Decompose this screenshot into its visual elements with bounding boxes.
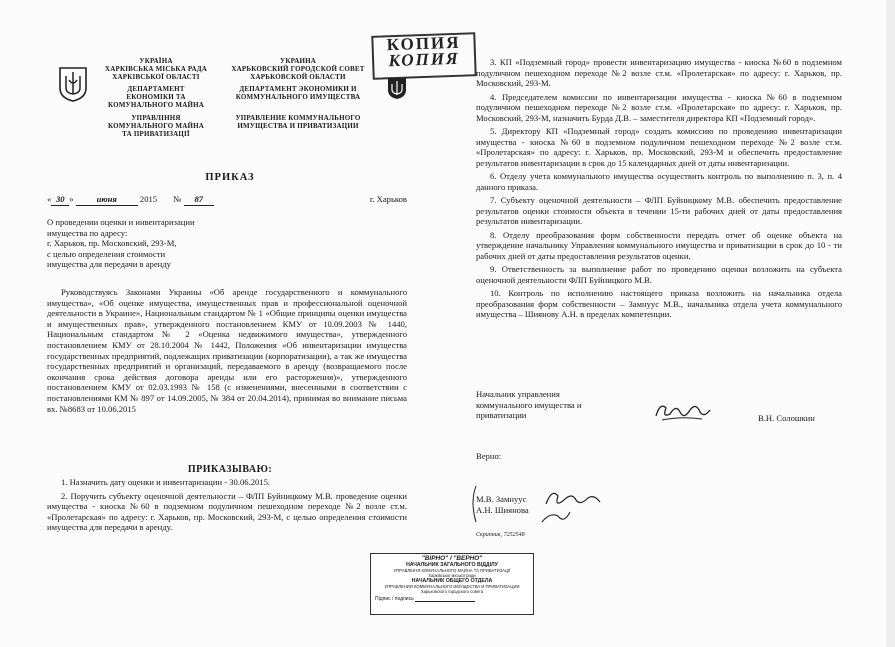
order-item: 10. Контроль по исполнению настоящего приказа возложить на начальника отдела преобразования форм собственности – Замнуус М.В., начальника отдела учета коммунального имущества – Шиянову А.Н. в пределах компетенции.: [476, 288, 842, 319]
order-items-left: [47, 477, 407, 533]
coat-of-arms-icon: [58, 66, 88, 102]
order-item: 6. Отделу учета коммунального имущества осуществить контроль по выполнению п. 3, п. 4 данного приказа.: [476, 171, 842, 192]
order-city: г. Харьков: [369, 194, 407, 204]
approver-signatures-icon: [462, 482, 612, 532]
order-number: 87: [184, 194, 214, 206]
order-item: 1. Назначить дату оценки и инвентаризации - 30.06.2015.: [61, 477, 271, 487]
order-item: 4. Председателем комиссии по инвентаризации имущества - киоска №60 в подземном подуличном пешеходном переходе №2 возле ст.м. «Пролетарская» по адресу: г. Харьков, пр. Московский, 293-М, назначить Бурда Д.В. – заместителя директора КП «Подземный город».: [476, 91, 842, 123]
signature-icon: [652, 398, 712, 424]
footer-small: Скрипник, 7252548: [476, 532, 525, 538]
copy-stamp: КОПИЯ КОПИЯ: [371, 32, 476, 80]
order-date-line: « 30 » июня 2015 № 87 г. Харьков: [47, 194, 407, 204]
order-preamble: Руководствуясь Законами Украины «Об аренде государственного и коммунального имущества», «Об оценке имущества, имущественных прав и профессиональной оценочной деятельности в Украине», Национальным стандартом № 1 «Общие принципы оценки имущества и имущественных прав», утвержденного постановлением КМУ от 10.09.2003 № 1440, Национальным стандартом № 2 «Оценка недвижимого имущества», утвержденного постановлением КМУ от 28.10.2004 № 1442, Положения «Об инвентаризации имущества государственных предприятий, подлежащих приватизации (корпоратизации), а так же имущества государственных предприятий и организаций, передаваемого в аренду (возвращаемого после окончания срока действия договора аренды или его расторжения)», утвержденного постановлением КМУ от 02.03.1993 № 158 (с изменениями, внесенными в соответствии с постановлениями КМ № 897 от 14.09.2005, № 384 от 20.04.2014), принимая во внимание письма вх. №8683 от 10.06.2015: [47, 287, 407, 414]
order-item: 7. Субъекту оценочной деятельности – ФЛП Буйницкому М.В. обеспечить предоставление результатов оценки стоимости объекта в течении 15-ти рабочих дней от даты предоставления результатов инвентаризации.: [476, 195, 842, 226]
order-title: ПРИКАЗ: [205, 172, 255, 183]
order-day: 30: [51, 194, 69, 206]
signer-title: Начальник управления коммунального имущества и приватизации: [476, 389, 582, 420]
order-item: 2. Поручить субъекту оценочной деятельности – ФЛП Буйницкому М.В. проведение оценки имущества - киоска №60 в подземном подуличном пешеходном переходе №2 возле ст.м. «Пролетарская» по адресу: г. Харьков, пр. Московский, 293-М, с целью определения стоимости имущества для передачи в аренду.: [47, 490, 407, 533]
order-item: 5. Директору КП «Подземный город» создать комиссию по проведению инвентаризации имущества - киоска №60 в подземном подуличном пешеходном переходе №2 возле ст.м. «Пролетарская» по адресу: г. Харьков, пр. Московский, 293-М и обеспечить предоставление результатов инвентаризации в срок до 15 календарных дней от даты инвентаризации.: [476, 126, 842, 168]
order-word: ПРИКАЗЫВАЮ:: [187, 464, 273, 475]
emblem-icon: [386, 76, 408, 100]
approvers: М.В. Замнуус А.Н. Шиянова: [476, 494, 529, 515]
order-month: июня: [76, 194, 138, 206]
order-subject: О проведении оценки и инвентаризации имущества по адресу: г. Харьков, пр. Московский, 293-М, с целью определения стоимости имущества для передачи в аренду: [47, 217, 195, 269]
order-item: 3. КП «Подземный город» провести инвентаризацию имущества - киоска №60 в подземном подуличном пешеходном переходе №2 возле ст.м. «Пролетарская» по адресу: г. Харьков, пр. Московский, 293-М.: [476, 57, 842, 88]
scan-edge: [886, 0, 895, 647]
verno-stamp: "ВІРНО" / "ВЕРНО" НАЧАЛЬНИК ЗАГАЛЬНОГО ВІДДІЛУ УПРАВЛІННЯ КОМУНАЛЬНОГО МАЙНА ТА ПРИВАТИЗАЦІЇ Харківської міської ради НАЧАЛЬНИК ОБЩЕГО ОТДЕЛА УПРАВЛЕНИЯ КОММУНАЛЬНОГО ИМУЩЕСТВА И ПРИВАТИЗАЦИИ Харьковского городского совета Підпис / подпись: [370, 553, 534, 615]
order-items-right: [476, 57, 842, 320]
order-item: 9. Ответственность за выполнение работ по проведению оценки возложить на субъекта оценочной деятельности ФЛП Буйницкого М.В.: [476, 264, 842, 285]
header-ukrainian: УКРАЇНА ХАРКІВСЬКА МІСЬКА РАДА ХАРКІВСЬКОЇ ОБЛАСТІ ДЕПАРТАМЕНТ ЕКОНОМІКИ ТА КОМУНАЛЬНОГО МАЙНА УПРАВЛІННЯ КОМУНАЛЬНОГО МАЙНА ТА ПРИВАТИЗАЦІЇ: [104, 57, 208, 138]
order-item: 8. Отделу преобразования форм собственности передать отчет об оценке объекта на утверждение начальнику Управления коммунального имущества и приватизации в срок до 10 - ти рабочих дней от даты предоставления результатов оценки.: [476, 229, 842, 261]
signer-name: В.Н. Солошкин: [758, 413, 815, 423]
verno-label: Верно:: [476, 451, 502, 461]
header-russian: УКРАИНА ХАРЬКОВСКИЙ ГОРОДСКОЙ СОВЕТ ХАРЬКОВСКОЙ ОБЛАСТИ ДЕПАРТАМЕНТ ЭКОНОМИКИ И КОММУНАЛЬНОГО ИМУЩЕСТВА УПРАВЛЕНИЕ КОММУНАЛЬНОГО ИМУЩЕСТВА И ПРИВАТИЗАЦИИ: [231, 57, 365, 130]
